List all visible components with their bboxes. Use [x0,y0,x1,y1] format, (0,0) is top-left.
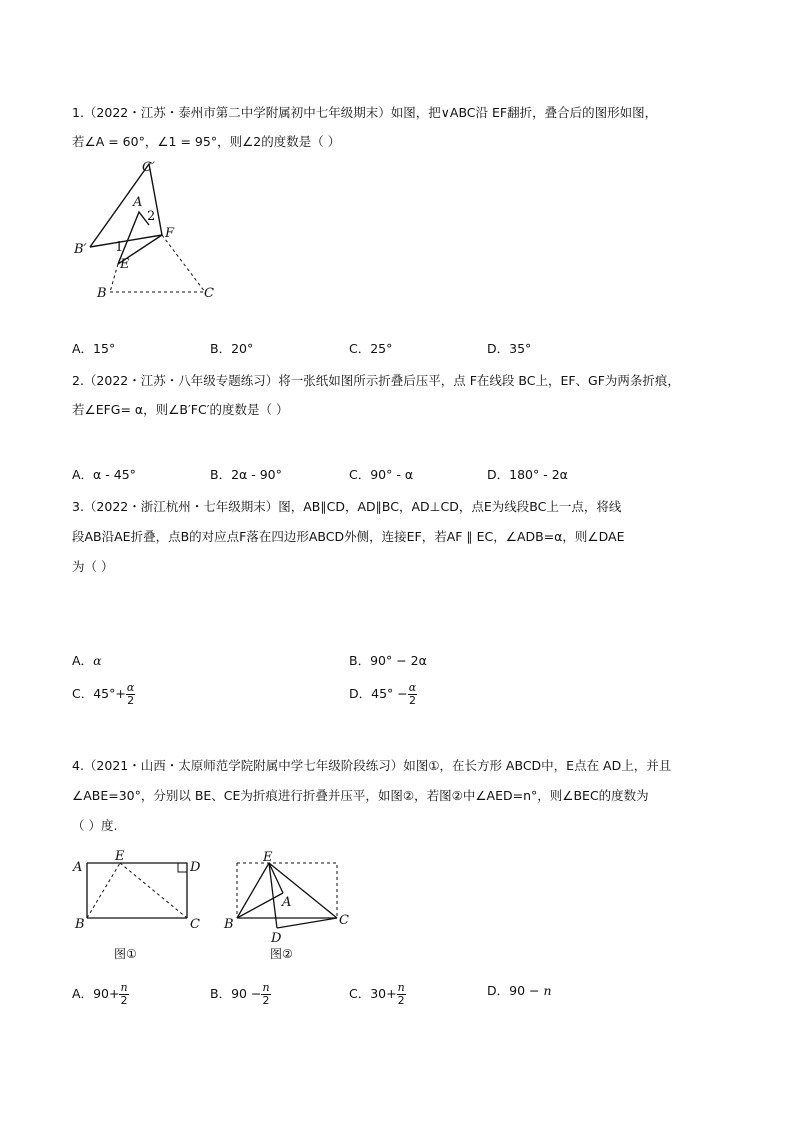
q4-option-d-pre: 90 − [509,983,544,998]
q4-option-a-num: n [120,981,128,994]
q4-option-a-pre: 90+ [93,986,120,1001]
q3-option-c[interactable] [72,682,135,707]
q4-fig2-label-a: A [282,895,292,910]
q4-option-b-label: B． [210,986,232,1001]
q4-stem-line1: 4.（2021・山西・太原师范学院附属中学七年级阶段练习）如图①，在长方形 ABCD中，E点在 AD上，并且 [72,758,672,773]
q4-option-a-den: 2 [120,994,128,1007]
q3-option-d-pre: 45° − [371,686,408,701]
q4-option-b-pre: 90 − [231,986,262,1001]
q4-option-c-num: n [397,981,405,994]
q3-stem-line1: 3.（2022・浙江杭州・七年级期末）图，AB∥CD，AD∥BC，AD⊥CD，点E为线段BC上一点，将线 [72,499,622,514]
q4-fig2-label-c: C [339,913,349,928]
q4-option-b-num: n [262,981,270,994]
q4-fig1-label-e: E [115,849,125,864]
q4-option-b-den: 2 [262,994,270,1007]
q3-option-d[interactable] [349,682,417,707]
q1-label-b-prime: B′ [74,242,87,257]
q4-fig1-label-d: D [190,860,201,875]
q3-option-a-value: α [93,653,102,668]
q4-option-b-fraction [261,982,270,1007]
q3-option-b[interactable] [349,652,427,670]
q3-stem-line3: 为（ ） [72,559,114,574]
q4-option-d-value: n [543,983,552,998]
q3-stem-line2: 段AB沿AE折叠，点B的对应点F落在四边形ABCD外侧，连接EF，若AF ∥ EC，∠ADB=α，则∠DAE [72,529,625,544]
q2-stem-line2: 若∠EFG= α，则∠B′FC′的度数是（ ） [72,402,289,417]
q2-option-d[interactable]: D．180° - 2α [487,467,568,482]
q1-label-c: C [204,286,214,301]
q3-option-b-label: B． [349,653,371,668]
q3-option-c-label: C． [72,686,94,701]
q3-option-d-den: 2 [408,694,416,707]
q4-option-c[interactable] [349,982,406,1007]
q4-option-a-label: A． [72,986,94,1001]
q3-option-d-fraction [408,682,417,707]
q4-stem-line2: ∠ABE=30°，分别以 BE、CE为折痕进行折叠并压平，如图②，若图②中∠AED=n°，则∠BEC的度数为 [72,788,649,803]
q3-option-c-num: α [126,681,135,694]
q1-label-b: B [97,286,107,301]
q4-option-d-label: D． [487,983,510,998]
q4-option-c-pre: 30+ [370,986,397,1001]
q1-label-a: A [133,195,143,210]
q4-option-a-fraction [119,982,128,1007]
q4-fig1-label-b: B [75,917,85,932]
q4-fig1-caption: 图① [114,947,137,961]
q4-fig1-label-c: C [190,917,200,932]
q4-option-c-den: 2 [397,994,405,1007]
q4-stem-line3: （ ）度. [72,818,118,833]
q1-option-d[interactable]: D．35° [487,341,532,356]
q4-option-c-fraction [397,982,406,1007]
q2-option-c[interactable]: C．90° - α [349,467,414,482]
q3-option-d-num: α [408,681,417,694]
q4-fig2-label-e: E [263,850,273,865]
q1-stem-line1: 1.（2022・江苏・泰州市第二中学附属初中七年级期末）如图，把∨ABC沿 EF翻折，叠合后的图形如图， [72,105,658,120]
q1-figure [70,155,230,305]
q3-option-b-value: 90° − 2α [370,653,427,668]
q2-option-a[interactable]: A．α - 45° [72,467,136,482]
q4-option-a[interactable] [72,982,129,1007]
q4-option-b[interactable] [210,982,271,1007]
q4-option-d[interactable] [487,982,552,1000]
q1-option-a[interactable]: A．15° [72,341,116,356]
q4-fig2-caption: 图② [270,947,293,961]
q3-option-d-label: D． [349,686,372,701]
q3-option-a[interactable] [72,652,102,670]
q1-label-1: 1 [115,240,124,255]
q1-label-f: F [165,226,175,241]
q4-figure-1 [70,848,210,938]
q2-stem-line1: 2.（2022・江苏・八年级专题练习）将一张纸如图所示折叠后压平，点 F在线段 BC上，EF、GF为两条折痕， [72,373,680,388]
q4-figure-2 [222,848,362,948]
q1-label-c-prime: C′ [142,160,155,175]
q1-label-e: E [120,257,130,272]
q3-option-a-label: A． [72,653,94,668]
q1-label-2: 2 [147,209,156,224]
q4-fig1-label-a: A [73,860,83,875]
q3-option-c-den: 2 [127,694,135,707]
q4-fig2-label-d: D [271,931,282,946]
q2-option-b[interactable]: B．2α - 90° [210,467,282,482]
q4-fig2-label-b: B [224,917,234,932]
q1-option-c[interactable]: C．25° [349,341,393,356]
q1-option-b[interactable]: B．20° [210,341,254,356]
q1-stem-line2: 若∠A = 60°，∠1 = 95°，则∠2的度数是（ ） [72,134,341,149]
q3-option-c-pre: 45°+ [93,686,126,701]
q4-option-c-label: C． [349,986,371,1001]
q3-option-c-fraction [126,682,135,707]
